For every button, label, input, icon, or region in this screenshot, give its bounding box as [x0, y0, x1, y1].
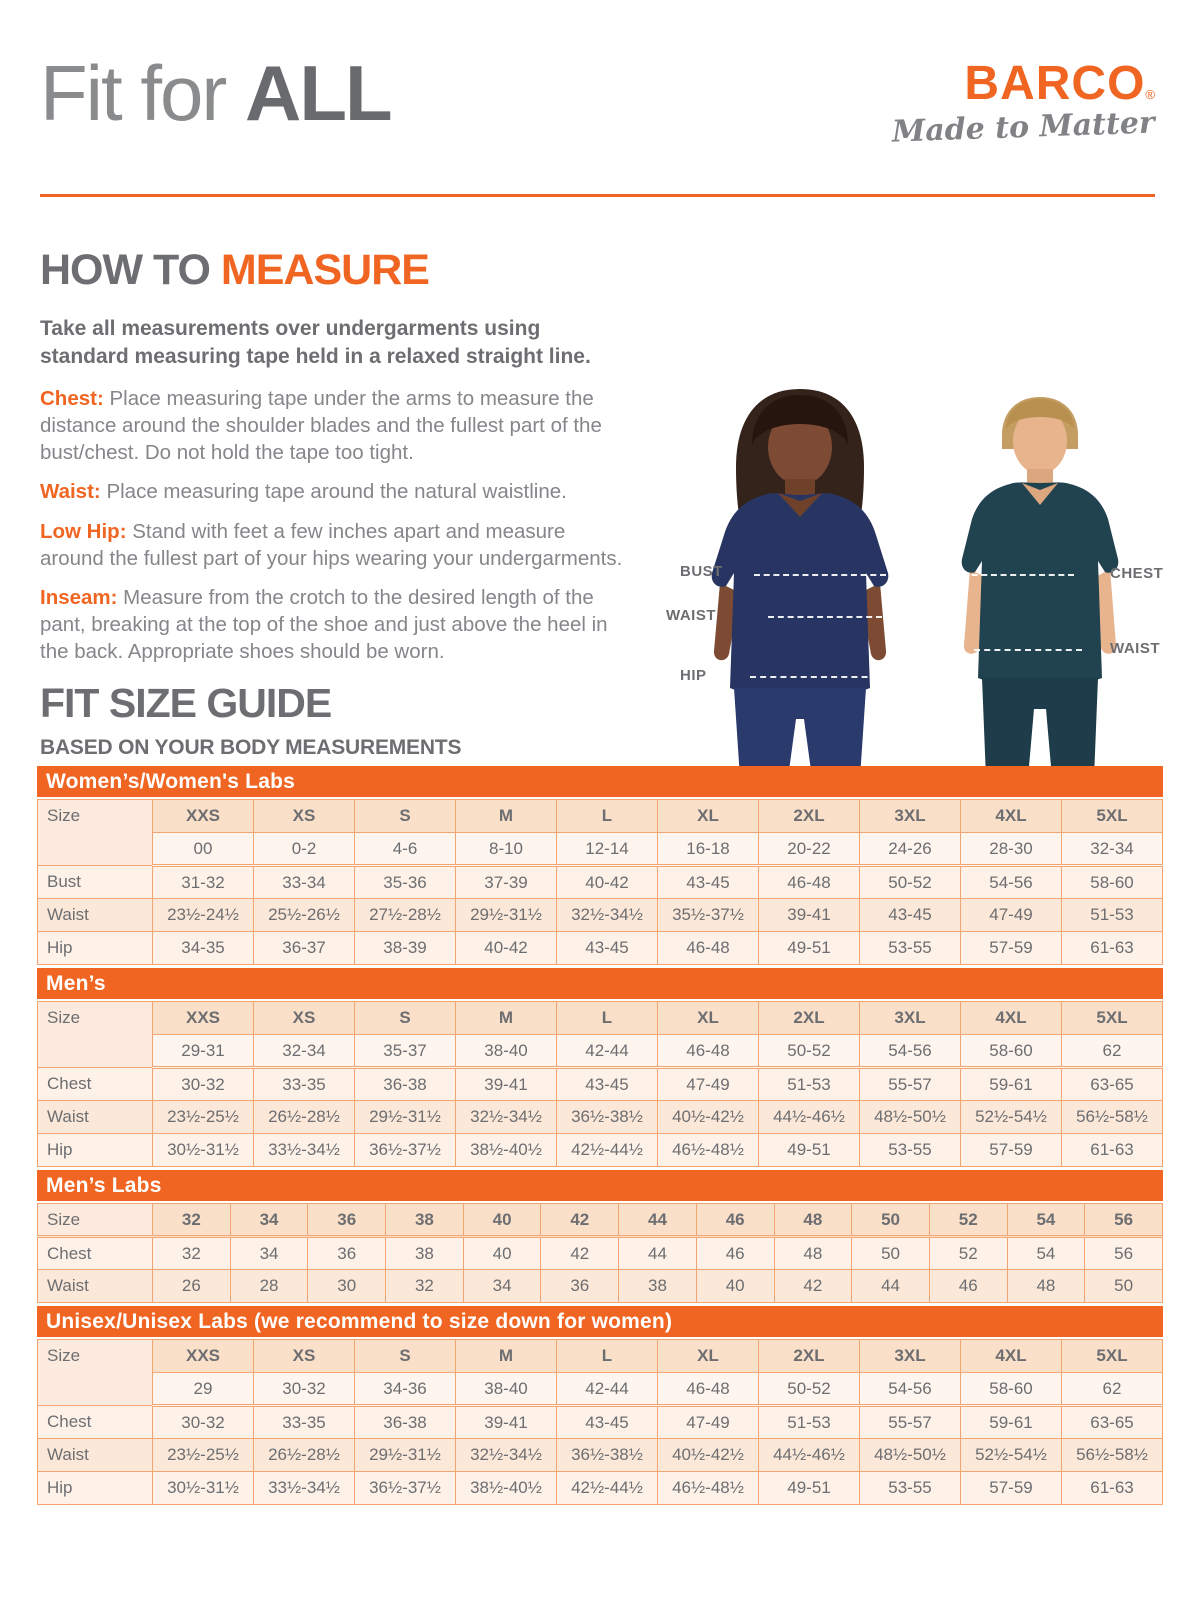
numeric-size-cell: 46-48 [658, 1373, 759, 1406]
measurement-value-cell: 36½-37½ [355, 1472, 456, 1505]
measurement-value-cell: 35½-37½ [658, 899, 759, 932]
size-name-cell: 2XL [759, 1002, 860, 1035]
numeric-size-cell: 24-26 [860, 833, 961, 866]
size-name-cell: XL [658, 1340, 759, 1373]
size-name-cell: XS [254, 800, 355, 833]
how-to-measure-title [40, 246, 640, 295]
numeric-size-cell: 54-56 [860, 1035, 961, 1068]
numeric-size-cell: 29-31 [153, 1035, 254, 1068]
measurement-value-cell: 54 [1007, 1237, 1085, 1270]
size-row-label: Size [38, 1340, 153, 1406]
size-name-cell: XS [254, 1340, 355, 1373]
numeric-size-cell: 42-44 [557, 1035, 658, 1068]
numeric-size-cell: 38-40 [456, 1035, 557, 1068]
size-table-mens [37, 1001, 1163, 1167]
hip-measure-line [750, 676, 898, 678]
size-name-cell: 3XL [860, 1002, 961, 1035]
size-name-cell: XXS [153, 1002, 254, 1035]
measurement-value-cell: 59-61 [961, 1406, 1062, 1439]
measurement-value-cell: 38½-40½ [456, 1134, 557, 1167]
size-name-cell: XL [658, 1002, 759, 1035]
measurement-value-cell: 50 [1085, 1270, 1163, 1303]
size-row-label: Size [38, 1204, 153, 1237]
measurement-value-cell: 33½-34½ [254, 1134, 355, 1167]
measure-intro: Take all measurements over undergarments using standard measuring tape held in a relaxed straight line. [40, 317, 591, 368]
measurement-value-cell: 52½-54½ [961, 1439, 1062, 1472]
measurement-row-label: Chest [38, 1237, 153, 1270]
numeric-size-cell: 38-40 [456, 1373, 557, 1406]
size-name-cell: S [355, 800, 456, 833]
page-title-bold: ALL [245, 49, 391, 137]
measurement-value-cell: 43-45 [557, 932, 658, 965]
size-name-cell: XL [658, 800, 759, 833]
measurement-value-cell: 53-55 [860, 932, 961, 965]
measure-item-lowhip [40, 519, 632, 572]
measurement-row-waist [38, 1439, 1163, 1472]
bust-measure-line [754, 574, 886, 576]
measurement-value-cell: 30½-31½ [153, 1472, 254, 1505]
size-name-cell: 4XL [961, 1340, 1062, 1373]
measurement-value-cell: 26 [153, 1270, 231, 1303]
numeric-size-row [38, 1373, 1163, 1406]
fit-size-guide-title: FIT SIZE GUIDE [40, 680, 332, 726]
how-to-title-gray: HOW TO [40, 246, 221, 294]
measurement-row-bust [38, 866, 1163, 899]
measurement-diagram [650, 383, 1185, 778]
size-name-cell: 44 [619, 1204, 697, 1237]
measurement-value-cell: 42 [541, 1237, 619, 1270]
measurement-value-cell: 44½-46½ [759, 1439, 860, 1472]
measurement-value-cell: 55-57 [860, 1406, 961, 1439]
table-band-mens-labs: Men’s Labs [37, 1170, 1163, 1201]
measurement-value-cell: 32½-34½ [456, 1439, 557, 1472]
size-name-cell: L [557, 1340, 658, 1373]
measurement-value-cell: 48 [774, 1237, 852, 1270]
size-name-cell: 34 [230, 1204, 308, 1237]
measurement-value-cell: 39-41 [456, 1068, 557, 1101]
measurement-value-cell: 23½-25½ [153, 1439, 254, 1472]
measurement-row-waist [38, 1270, 1163, 1303]
measurement-value-cell: 29½-31½ [355, 1101, 456, 1134]
measurement-value-cell: 43-45 [557, 1406, 658, 1439]
measurement-value-cell: 56 [1085, 1237, 1163, 1270]
numeric-size-cell: 30-32 [254, 1373, 355, 1406]
numeric-size-cell: 29 [153, 1373, 254, 1406]
measurement-row-hip [38, 1134, 1163, 1167]
measurement-value-cell: 63-65 [1062, 1406, 1163, 1439]
measurement-value-cell: 32 [153, 1237, 231, 1270]
size-name-cell: 4XL [961, 1002, 1062, 1035]
measurement-value-cell: 54-56 [961, 866, 1062, 899]
measurement-value-cell: 57-59 [961, 1472, 1062, 1505]
measure-item-chest [40, 386, 632, 466]
measurement-value-cell: 50-52 [860, 866, 961, 899]
size-name-cell: 5XL [1062, 1002, 1163, 1035]
measurement-value-cell: 43-45 [860, 899, 961, 932]
numeric-size-cell: 46-48 [658, 1035, 759, 1068]
size-row-label: Size [38, 1002, 153, 1068]
measure-item-label: Low Hip: [40, 520, 127, 543]
page-title-light: Fit for [40, 49, 246, 137]
measurement-value-cell: 29½-31½ [355, 1439, 456, 1472]
measurement-value-cell: 36-37 [254, 932, 355, 965]
numeric-size-cell: 50-52 [759, 1035, 860, 1068]
size-table-section-unisex [37, 1306, 1163, 1505]
numeric-size-cell: 16-18 [658, 833, 759, 866]
measurement-value-cell: 61-63 [1062, 932, 1163, 965]
numeric-size-cell: 4-6 [355, 833, 456, 866]
measurement-value-cell: 42½-44½ [557, 1134, 658, 1167]
measurement-value-cell: 36 [541, 1270, 619, 1303]
numeric-size-cell: 42-44 [557, 1373, 658, 1406]
how-to-measure-section [40, 246, 640, 678]
measure-item-label: Chest: [40, 387, 104, 411]
measurement-value-cell: 39-41 [759, 899, 860, 932]
size-name-cell: 32 [153, 1204, 231, 1237]
measurement-value-cell: 36½-37½ [355, 1134, 456, 1167]
size-header-row [38, 1204, 1163, 1237]
measurement-row-hip [38, 1472, 1163, 1505]
size-tables [37, 766, 1163, 1508]
measurement-value-cell: 32 [386, 1270, 464, 1303]
measurement-value-cell: 47-49 [658, 1406, 759, 1439]
fit-size-guide-heading [40, 680, 461, 760]
size-name-cell: 48 [774, 1204, 852, 1237]
size-name-cell: 42 [541, 1204, 619, 1237]
hip-label: HIP [680, 667, 707, 684]
size-row-label: Size [38, 800, 153, 866]
page-title [40, 48, 391, 139]
measurement-value-cell: 55-57 [860, 1068, 961, 1101]
measurement-value-cell: 61-63 [1062, 1134, 1163, 1167]
measure-item-label: Inseam: [40, 586, 118, 610]
measure-item-text: Measure from the crotch to the desired length of the pant, breaking at the top of the shoe and just above the heel in the back. Appropriate shoes should be worn. [40, 586, 608, 663]
models-illustration [650, 383, 1185, 778]
measurement-value-cell: 44½-46½ [759, 1101, 860, 1134]
size-name-cell: XXS [153, 800, 254, 833]
size-name-cell: 4XL [961, 800, 1062, 833]
brand-logo [891, 57, 1156, 150]
size-name-cell: 2XL [759, 800, 860, 833]
measurement-value-cell: 51-53 [759, 1406, 860, 1439]
numeric-size-row [38, 833, 1163, 866]
measurement-value-cell: 38½-40½ [456, 1472, 557, 1505]
measurement-value-cell: 36-38 [355, 1406, 456, 1439]
measurement-value-cell: 38 [386, 1237, 464, 1270]
measurement-row-label: Waist [38, 1101, 153, 1134]
measurement-value-cell: 52 [929, 1237, 1007, 1270]
waist-label-left: WAIST [666, 607, 716, 624]
waist-label-right: WAIST [1110, 640, 1160, 657]
measurement-value-cell: 46½-48½ [658, 1472, 759, 1505]
size-name-cell: M [456, 1340, 557, 1373]
measure-item-label: Waist: [40, 480, 101, 504]
measurement-value-cell: 32½-34½ [557, 899, 658, 932]
brand-name: BARCO [964, 57, 1146, 110]
measurement-value-cell: 49-51 [759, 932, 860, 965]
size-name-cell: 46 [696, 1204, 774, 1237]
measure-item-inseam [40, 585, 632, 665]
measurement-value-cell: 63-65 [1062, 1068, 1163, 1101]
measurement-value-cell: 44 [852, 1270, 930, 1303]
numeric-size-row [38, 1035, 1163, 1068]
measurement-row-label: Waist [38, 1270, 153, 1303]
brand-tagline: Made to Matter [891, 105, 1156, 150]
measurement-value-cell: 53-55 [860, 1472, 961, 1505]
waist-measure-line-right [974, 649, 1082, 651]
size-header-row [38, 800, 1163, 833]
header-divider [40, 194, 1155, 197]
how-to-title-orange: MEASURE [220, 246, 429, 294]
measurement-value-cell: 61-63 [1062, 1472, 1163, 1505]
size-name-cell: 5XL [1062, 800, 1163, 833]
measurement-value-cell: 59-61 [961, 1068, 1062, 1101]
measurement-value-cell: 42 [774, 1270, 852, 1303]
size-table-mens-labs [37, 1203, 1163, 1303]
measurement-value-cell: 34 [230, 1237, 308, 1270]
measurement-row-chest [38, 1068, 1163, 1101]
measurement-row-chest [38, 1406, 1163, 1439]
size-name-cell: L [557, 800, 658, 833]
measurement-value-cell: 40 [696, 1270, 774, 1303]
measure-item-text: Place measuring tape under the arms to measure the distance around the shoulder blades and the fullest part of the bust/chest. Do not hold the tape too tight. [40, 387, 602, 464]
measurement-value-cell: 48½-50½ [860, 1439, 961, 1472]
measurement-value-cell: 46 [929, 1270, 1007, 1303]
size-table-section-mens-labs [37, 1170, 1163, 1303]
size-name-cell: 38 [386, 1204, 464, 1237]
measurement-value-cell: 51-53 [1062, 899, 1163, 932]
measurement-value-cell: 29½-31½ [456, 899, 557, 932]
size-name-cell: 56 [1085, 1204, 1163, 1237]
measurement-value-cell: 34 [463, 1270, 541, 1303]
measurement-value-cell: 38-39 [355, 932, 456, 965]
numeric-size-cell: 28-30 [961, 833, 1062, 866]
measurement-value-cell: 40 [463, 1237, 541, 1270]
size-name-cell: S [355, 1340, 456, 1373]
measurement-value-cell: 46 [696, 1237, 774, 1270]
size-name-cell: 50 [852, 1204, 930, 1237]
measurement-value-cell: 48½-50½ [860, 1101, 961, 1134]
measurement-value-cell: 40-42 [456, 932, 557, 965]
measurement-value-cell: 33-35 [254, 1068, 355, 1101]
measurement-value-cell: 40½-42½ [658, 1439, 759, 1472]
numeric-size-cell: 00 [153, 833, 254, 866]
measure-item-text: Place measuring tape around the natural waistline. [100, 480, 567, 504]
table-band-mens: Men’s [37, 968, 1163, 999]
measurement-row-label: Waist [38, 899, 153, 932]
measurement-value-cell: 25½-26½ [254, 899, 355, 932]
size-name-cell: 54 [1007, 1204, 1085, 1237]
measurement-value-cell: 40-42 [557, 866, 658, 899]
measurement-value-cell: 48 [1007, 1270, 1085, 1303]
measurement-value-cell: 40½-42½ [658, 1101, 759, 1134]
measurement-value-cell: 43-45 [557, 1068, 658, 1101]
measurement-value-cell: 47-49 [961, 899, 1062, 932]
measurement-row-waist [38, 899, 1163, 932]
measurement-value-cell: 33½-34½ [254, 1472, 355, 1505]
measurement-value-cell: 58-60 [1062, 866, 1163, 899]
measurement-value-cell: 47-49 [658, 1068, 759, 1101]
size-name-cell: 2XL [759, 1340, 860, 1373]
measurement-value-cell: 23½-24½ [153, 899, 254, 932]
measurement-value-cell: 46-48 [658, 932, 759, 965]
size-table-section-womens [37, 766, 1163, 965]
measurement-row-chest [38, 1237, 1163, 1270]
size-name-cell: S [355, 1002, 456, 1035]
size-name-cell: M [456, 800, 557, 833]
numeric-size-cell: 32-34 [254, 1035, 355, 1068]
measurement-value-cell: 28 [230, 1270, 308, 1303]
measurement-value-cell: 51-53 [759, 1068, 860, 1101]
measure-item-text: Stand with feet a few inches apart and measure around the fullest part of your hips wearing your undergarments. [40, 520, 623, 570]
measurement-row-label: Chest [38, 1068, 153, 1101]
size-name-cell: L [557, 1002, 658, 1035]
numeric-size-cell: 8-10 [456, 833, 557, 866]
measurement-value-cell: 34-35 [153, 932, 254, 965]
measurement-value-cell: 23½-25½ [153, 1101, 254, 1134]
measurement-row-label: Chest [38, 1406, 153, 1439]
size-table-unisex [37, 1339, 1163, 1505]
measurement-value-cell: 50 [852, 1237, 930, 1270]
measurement-value-cell: 49-51 [759, 1134, 860, 1167]
measurement-value-cell: 33-34 [254, 866, 355, 899]
chest-label: CHEST [1110, 565, 1164, 582]
measurement-value-cell: 56½-58½ [1062, 1101, 1163, 1134]
table-band-unisex: Unisex/Unisex Labs (we recommend to size down for women) [37, 1306, 1163, 1337]
measurement-value-cell: 31-32 [153, 866, 254, 899]
numeric-size-cell: 0-2 [254, 833, 355, 866]
numeric-size-cell: 35-37 [355, 1035, 456, 1068]
numeric-size-cell: 20-22 [759, 833, 860, 866]
numeric-size-cell: 62 [1062, 1373, 1163, 1406]
measurement-value-cell: 36½-38½ [557, 1101, 658, 1134]
measurement-value-cell: 39-41 [456, 1406, 557, 1439]
measurement-row-label: Hip [38, 1472, 153, 1505]
measurement-row-label: Bust [38, 866, 153, 899]
measurement-value-cell: 38 [619, 1270, 697, 1303]
measurement-value-cell: 44 [619, 1237, 697, 1270]
measurement-value-cell: 36-38 [355, 1068, 456, 1101]
size-name-cell: 3XL [860, 800, 961, 833]
measurement-row-label: Hip [38, 932, 153, 965]
measurement-value-cell: 26½-28½ [254, 1101, 355, 1134]
size-header-row [38, 1340, 1163, 1373]
measurement-value-cell: 32½-34½ [456, 1101, 557, 1134]
measurement-row-hip [38, 932, 1163, 965]
measurement-value-cell: 30½-31½ [153, 1134, 254, 1167]
measure-item-waist [40, 479, 632, 506]
measurement-value-cell: 33-35 [254, 1406, 355, 1439]
fit-size-guide-subtitle: BASED ON YOUR BODY MEASUREMENTS [40, 736, 462, 759]
measurement-value-cell: 30-32 [153, 1406, 254, 1439]
size-header-row [38, 1002, 1163, 1035]
numeric-size-cell: 54-56 [860, 1373, 961, 1406]
size-name-cell: 52 [929, 1204, 1007, 1237]
measurement-row-label: Hip [38, 1134, 153, 1167]
measurement-value-cell: 57-59 [961, 1134, 1062, 1167]
size-name-cell: 5XL [1062, 1340, 1163, 1373]
registered-mark-icon: ® [1145, 87, 1155, 102]
numeric-size-cell: 12-14 [557, 833, 658, 866]
numeric-size-cell: 34-36 [355, 1373, 456, 1406]
measurement-value-cell: 49-51 [759, 1472, 860, 1505]
numeric-size-cell: 62 [1062, 1035, 1163, 1068]
numeric-size-cell: 58-60 [961, 1035, 1062, 1068]
numeric-size-cell: 58-60 [961, 1373, 1062, 1406]
size-name-cell: 3XL [860, 1340, 961, 1373]
measurement-value-cell: 30 [308, 1270, 386, 1303]
measurement-value-cell: 37-39 [456, 866, 557, 899]
measurement-value-cell: 56½-58½ [1062, 1439, 1163, 1472]
measurement-row-waist [38, 1101, 1163, 1134]
numeric-size-cell: 50-52 [759, 1373, 860, 1406]
measurement-value-cell: 43-45 [658, 866, 759, 899]
measurement-value-cell: 26½-28½ [254, 1439, 355, 1472]
size-name-cell: XXS [153, 1340, 254, 1373]
size-name-cell: 40 [463, 1204, 541, 1237]
chest-measure-line [962, 574, 1074, 576]
measurement-value-cell: 46-48 [759, 866, 860, 899]
size-table-section-mens [37, 968, 1163, 1167]
measurement-value-cell: 30-32 [153, 1068, 254, 1101]
measurement-value-cell: 46½-48½ [658, 1134, 759, 1167]
measurement-value-cell: 27½-28½ [355, 899, 456, 932]
numeric-size-cell: 32-34 [1062, 833, 1163, 866]
measurement-value-cell: 42½-44½ [557, 1472, 658, 1505]
measurement-value-cell: 35-36 [355, 866, 456, 899]
measurement-value-cell: 52½-54½ [961, 1101, 1062, 1134]
bust-label: BUST [680, 563, 723, 580]
measurement-value-cell: 36 [308, 1237, 386, 1270]
measurement-value-cell: 53-55 [860, 1134, 961, 1167]
measurement-value-cell: 36½-38½ [557, 1439, 658, 1472]
size-name-cell: M [456, 1002, 557, 1035]
size-name-cell: 36 [308, 1204, 386, 1237]
table-band-womens: Women’s/Women's Labs [37, 766, 1163, 797]
size-table-womens [37, 799, 1163, 965]
waist-measure-line-left [768, 616, 882, 618]
measurement-row-label: Waist [38, 1439, 153, 1472]
measurement-value-cell: 57-59 [961, 932, 1062, 965]
size-name-cell: XS [254, 1002, 355, 1035]
